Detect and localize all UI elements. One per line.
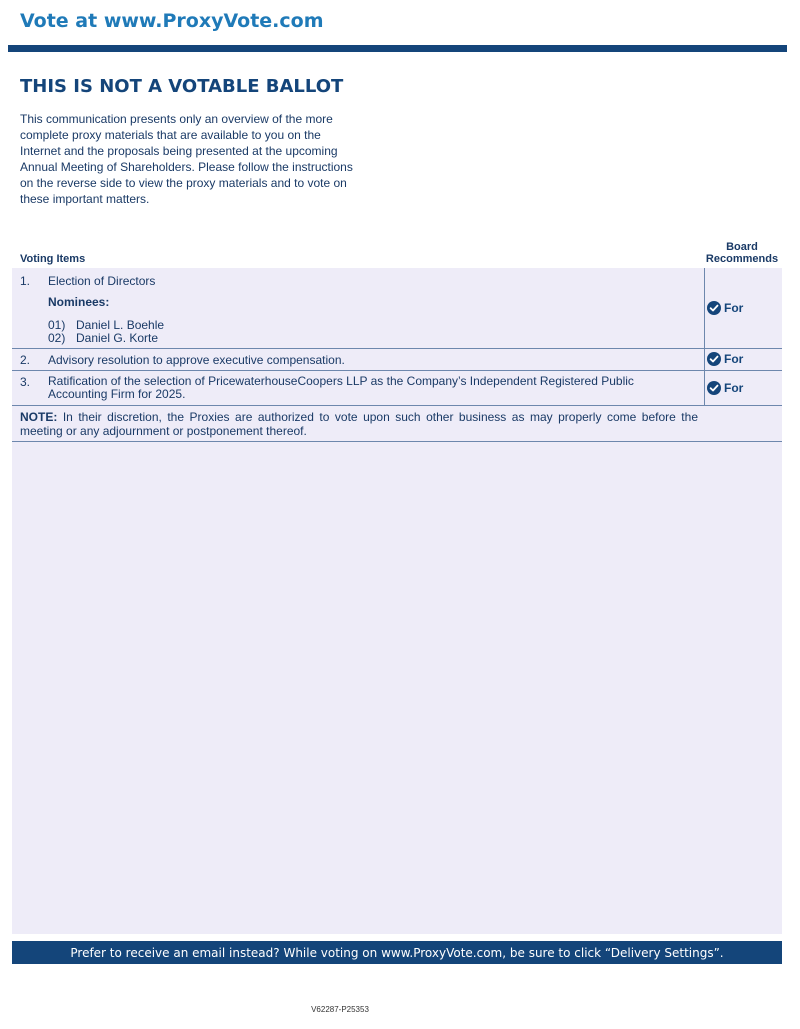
item-text — [48, 375, 698, 401]
intro-line: these important matters. — [20, 192, 150, 206]
intro-line: Internet and the proposals being presented at the upcoming — [20, 144, 338, 158]
intro-line: Annual Meeting of Shareholders. Please follow the instructions — [20, 160, 353, 174]
nominee — [48, 331, 158, 345]
item-number: 2. — [20, 353, 31, 367]
recommendation — [707, 301, 743, 315]
board-recommends-header — [700, 241, 784, 265]
row-divider — [12, 405, 782, 406]
recommendation-label: For — [724, 301, 744, 315]
item-number: 3. — [20, 375, 31, 389]
control-code: V62287-P25353 — [311, 1005, 369, 1014]
note-text: In their discretion, the Proxies are authorized to vote upon such other business as may properly come before the meeting or any adjournment or postponement thereof. — [20, 410, 698, 438]
intro-line: complete proxy materials that are available to you on the — [20, 128, 321, 142]
note-label: NOTE: — [20, 410, 58, 424]
nominee-name: Daniel G. Korte — [76, 331, 159, 345]
item-text: Election of Directors — [48, 274, 156, 288]
row-divider — [12, 441, 782, 442]
check-circle-icon — [707, 352, 721, 366]
intro-line: on the reverse side to view the proxy materials and to vote on — [20, 176, 347, 190]
nominee-number: 02) — [48, 331, 66, 345]
intro-line: This communication presents only an overview of the more — [20, 112, 333, 126]
check-circle-icon — [707, 301, 721, 315]
note — [20, 410, 698, 438]
check-circle-icon — [707, 381, 721, 395]
recommendation — [707, 381, 743, 395]
voting-panel — [12, 268, 782, 934]
recommendation-label: For — [724, 352, 744, 366]
header-title: Vote at www.ProxyVote.com — [20, 10, 324, 32]
voting-items-header: Voting Items — [20, 253, 86, 265]
nominee-number: 01) — [48, 318, 66, 332]
header-rule — [8, 45, 787, 52]
row-divider — [12, 348, 782, 349]
footer-message: Prefer to receive an email instead? While voting on www.ProxyVote.com, be sure to click “Delivery Settings”. — [70, 945, 724, 960]
ballot-heading: THIS IS NOT A VOTABLE BALLOT — [20, 76, 344, 97]
intro-paragraph — [20, 111, 380, 207]
item-number: 1. — [20, 274, 31, 288]
item-text-line: Ratification of the selection of PricewaterhouseCoopers LLP as the Company’s Independent Registered Public — [48, 374, 634, 388]
nominees-label: Nominees: — [48, 295, 110, 309]
recommendation-label: For — [724, 381, 744, 395]
row-divider — [12, 370, 782, 371]
column-divider — [704, 268, 705, 405]
recommendation — [707, 352, 743, 366]
item-text-line: Accounting Firm for 2025. — [48, 387, 186, 401]
footer-bar — [12, 941, 782, 964]
board-header-line1: Board — [726, 241, 758, 253]
nominee — [48, 318, 164, 332]
board-header-line2: Recommends — [705, 253, 779, 265]
item-text: Advisory resolution to approve executive compensation. — [48, 353, 345, 367]
nominee-name: Daniel L. Boehle — [76, 318, 165, 332]
